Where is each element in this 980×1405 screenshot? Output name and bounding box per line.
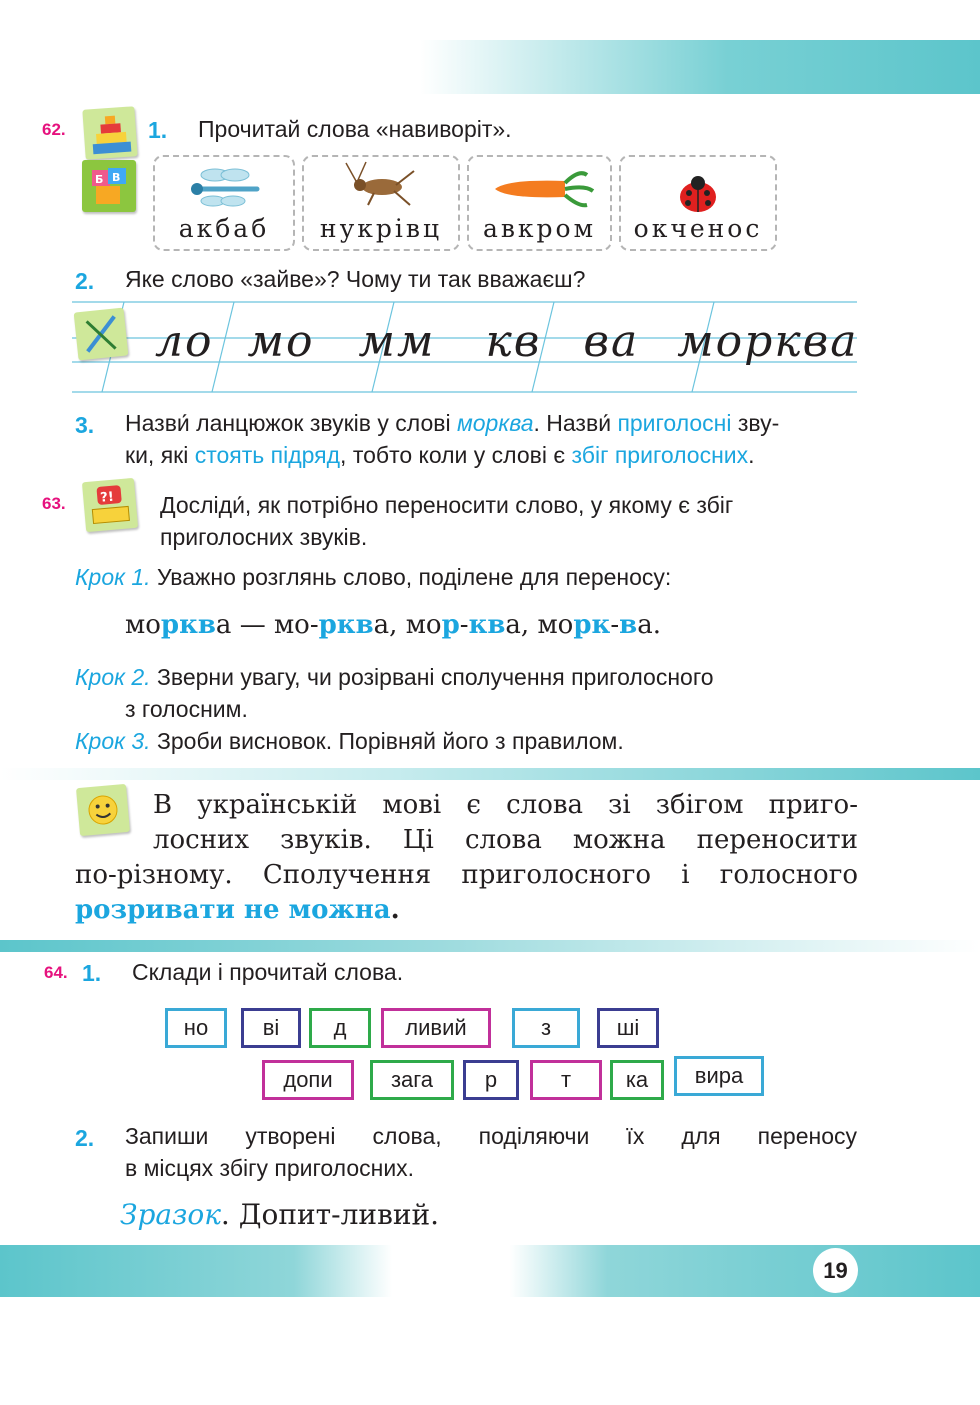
step-1-text: Уважно розглянь слово, поділене для переносу:	[156, 564, 672, 590]
task-2-text: Запиши утворені слова, поділяючи їх для переносу	[125, 1123, 857, 1149]
split-part: а, мо	[373, 610, 442, 640]
step-2-label: Крок 2.	[75, 664, 151, 690]
split-highlight: кв	[468, 610, 506, 640]
split-highlight: в	[355, 610, 374, 640]
pencil-icon	[74, 308, 129, 361]
card-word: акбаб	[178, 214, 270, 243]
puzzle-piece[interactable]: т	[530, 1060, 602, 1100]
puzzle-piece[interactable]: р	[463, 1060, 519, 1100]
ex63-intro: Досліди́, як потрібно переносити слово, у якому є збіг	[160, 492, 734, 518]
hw-syllable: мм	[358, 316, 436, 367]
exercise-number-62: 62.	[42, 120, 66, 139]
svg-text:Б: Б	[95, 173, 104, 186]
card-word: авкром	[482, 214, 597, 243]
hw-syllable: морква	[677, 316, 859, 367]
puzzle-piece[interactable]: д	[309, 1008, 371, 1048]
rule-line-4	[75, 893, 400, 928]
rule-line-1: В українській мові є слова зі збігом приго-	[153, 790, 858, 820]
split-highlight: в	[619, 610, 638, 640]
word-card	[153, 155, 295, 251]
split-highlight: ркв	[160, 610, 216, 640]
hw-syllable: ло	[155, 316, 214, 367]
svg-text:В: В	[112, 171, 121, 184]
task-1-number: 1.	[148, 117, 168, 143]
hw-syllable: ва	[583, 316, 640, 367]
puzzle-piece[interactable]: з	[512, 1008, 580, 1048]
page-number: 19	[813, 1248, 858, 1293]
task-3-part: .	[748, 442, 755, 468]
task-1-text: Прочитай слова «навиворіт».	[198, 116, 512, 142]
task-3-number: 3.	[75, 412, 95, 438]
split-part: мо	[125, 610, 161, 640]
exercise-number-63: 63.	[42, 494, 66, 513]
puzzle-piece[interactable]: ві	[241, 1008, 301, 1048]
keyword-morkva: морква	[456, 410, 534, 436]
card-word: нукрівц	[319, 214, 443, 243]
exercise-number-64: 64.	[44, 963, 68, 982]
split-part: а — мо-	[215, 610, 319, 640]
rule-end: .	[390, 895, 400, 925]
rule-line-3: по-різному. Сполучення приголосного і голосного	[75, 860, 858, 890]
dragonfly-icon	[185, 163, 265, 211]
task-3-text	[125, 407, 885, 439]
word-card	[619, 155, 777, 251]
sample-text: . Допит-ливий.	[220, 1198, 440, 1231]
word-card	[302, 155, 460, 251]
split-highlight: рк	[573, 610, 611, 640]
step-3	[75, 725, 624, 757]
split-part: а.	[637, 610, 661, 640]
split-part: -	[610, 610, 620, 640]
pyramid-toy-icon	[82, 106, 137, 160]
split-highlight: р	[441, 610, 460, 640]
task-3-text-line2	[125, 439, 755, 471]
task-1-text: Склади і прочитай слова.	[132, 959, 404, 985]
research-book-icon	[82, 478, 138, 532]
carrot-icon	[487, 167, 597, 211]
task-3-part: , тобто коли у слові є	[340, 442, 572, 468]
keyword-consonants: приголосні	[617, 410, 732, 436]
task-3-part: Назви́ ланцюжок звуків у слові	[125, 410, 457, 436]
rule-bottom-band	[0, 940, 980, 952]
handwriting-sample	[155, 316, 858, 367]
step-3-text: Зроби висновок. Порівняй його з правилом.	[156, 728, 624, 754]
task-2-number: 2.	[75, 268, 95, 294]
rule-line-2: лосних звуків. Ці слова можна переносити	[153, 825, 858, 855]
puzzle-piece[interactable]: ливий	[381, 1008, 491, 1048]
rule-top-band	[0, 768, 980, 780]
letter-blocks-icon	[82, 160, 136, 212]
task-2-text-line2: в місцях збігу приголосних.	[125, 1155, 415, 1181]
keyword-in-a-row: стоять підряд	[194, 442, 341, 468]
task-2-number: 2.	[75, 1125, 95, 1151]
step-2	[75, 661, 714, 693]
task-3-part: . Назви́	[533, 410, 618, 436]
smiley-icon	[76, 784, 130, 836]
card-word: окченос	[633, 214, 763, 243]
task-3-part: зву-	[731, 410, 780, 436]
word-card	[467, 155, 612, 251]
cricket-icon	[344, 161, 424, 209]
puzzle-piece[interactable]: допи	[262, 1060, 354, 1100]
word-split-example	[125, 610, 661, 640]
step-2-text-line2: з голосним.	[125, 696, 248, 722]
top-band	[420, 40, 980, 94]
task-2-text: Яке слово «зайве»? Чому ти так вважаєш?	[125, 266, 586, 292]
split-part: -	[459, 610, 469, 640]
task-1-number: 1.	[82, 960, 102, 986]
keyword-consonant-cluster: збіг приголосних	[571, 442, 749, 468]
step-2-text: Зверни увагу, чи розірвані сполучення приголосного	[156, 664, 714, 690]
step-3-label: Крок 3.	[75, 728, 151, 754]
puzzle-piece[interactable]: ка	[610, 1060, 664, 1100]
task-3-part: ки, які	[125, 442, 195, 468]
ex63-intro-line2: приголосних звуків.	[160, 524, 368, 550]
puzzle-piece[interactable]: но	[165, 1008, 227, 1048]
badge-text: ?!	[99, 489, 115, 506]
puzzle-piece[interactable]: вира	[674, 1056, 764, 1096]
split-highlight: рк	[318, 610, 356, 640]
sample	[120, 1198, 439, 1231]
split-part: а, мо	[505, 610, 574, 640]
step-1	[75, 561, 671, 593]
puzzle-piece[interactable]: ші	[597, 1008, 659, 1048]
puzzle-piece[interactable]: зага	[370, 1060, 454, 1100]
ladybug-icon	[673, 175, 723, 215]
sample-label: Зразок	[120, 1198, 221, 1231]
rule-emphasis: розривати не можна	[75, 895, 391, 925]
hw-syllable: кв	[485, 316, 542, 367]
hw-syllable: мо	[247, 316, 315, 367]
step-1-label: Крок 1.	[75, 564, 151, 590]
